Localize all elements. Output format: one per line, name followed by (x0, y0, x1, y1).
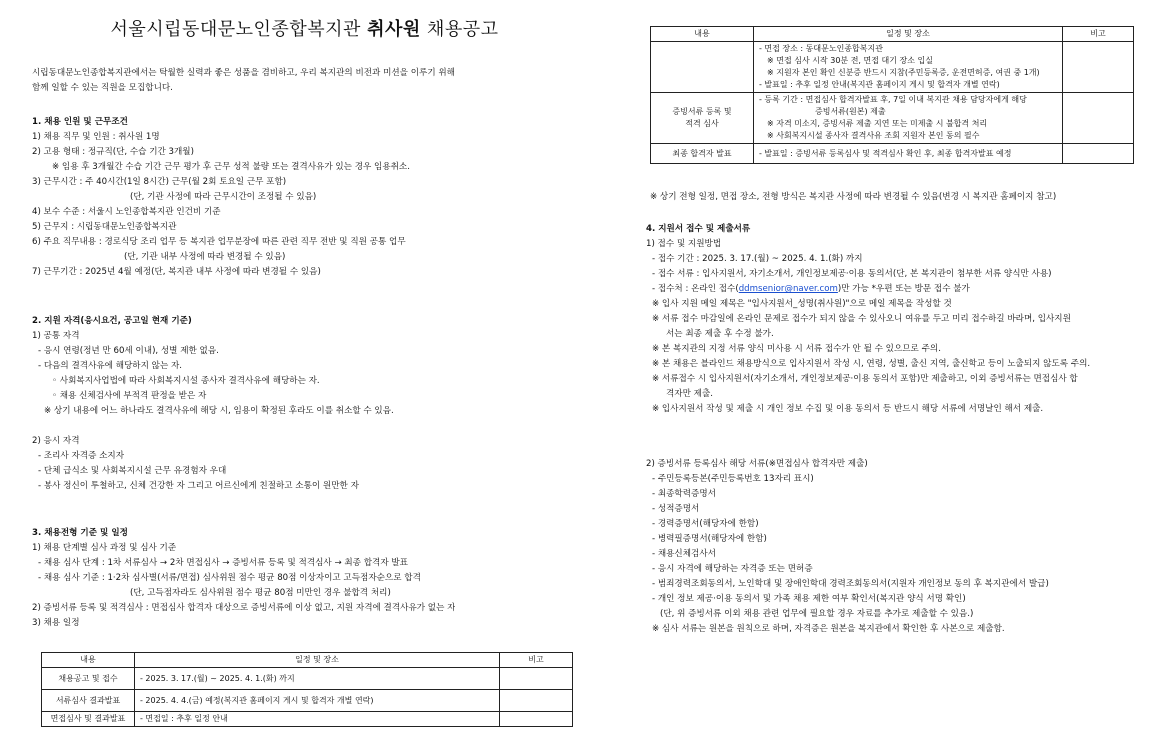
schedule-table-left (41, 652, 573, 727)
table-cell (1063, 93, 1134, 144)
s1-line: 6) 주요 직무내용 : 경로식당 조리 업무 등 복지관 업무분장에 따른 관련 직무 전반 및 직원 공통 업무 (32, 237, 406, 247)
table-header: 비고 (500, 653, 573, 668)
table-cell (1063, 42, 1134, 93)
s2-line: - 다음의 결격사유에 해당하지 않는 자. (38, 361, 183, 371)
list-item: - 범죄경력조회동의서, 노인학대 및 장애인학대 경력조회동의서(지원자 개인정보 동의 후 복지관에서 발급) (652, 579, 1049, 589)
s3-line: 2) 증빙서류 등록 및 적격심사 : 면접심사 합격자 대상으로 증빙서류에 이상 없고, 지원 자격에 결격사유가 없는 자 (32, 603, 456, 613)
s1-line: 3) 근무시간 : 주 40시간(1일 8시간) 근무(월 2회 토요일 근무 포함) (32, 177, 287, 187)
s3-line: - 채용 심사 단계 : 1차 서류심사 → 2차 면접심사 → 증빙서류 등록 및 적격심사 → 최종 합격자 발표 (38, 558, 408, 568)
s3-line: 1) 채용 단계별 심사 과정 및 심사 기준 (32, 543, 177, 553)
page-title (32, 18, 577, 42)
s1-line: 1) 채용 직무 및 인원 : 취사원 1명 (32, 132, 160, 142)
s2-line: - 단체 급식소 및 사회복지시설 근무 유경험자 우대 (38, 466, 227, 476)
list-item: - 경력증명서(해당자에 한함) (652, 519, 759, 529)
cell-line: - 발표일 : 추후 일정 안내(복지관 홈페이지 게시 및 합격자 개별 연락) (759, 80, 1000, 89)
list-item: - 주민등록등본(주민등록번호 13자리 표시) (652, 474, 814, 484)
place-post: )만 가능 *우편 또는 방문 접수 불가 (837, 284, 970, 294)
table-row (651, 144, 1134, 164)
table-cell: 최종 합격자 발표 (651, 144, 754, 164)
table-cell (500, 712, 573, 727)
s2-line: ◦ 채용 신체검사에 부적격 판정을 받은 자 (52, 391, 207, 401)
section-1 (32, 115, 410, 280)
s2-line: - 조리사 자격증 소지자 (38, 451, 125, 461)
s1-line: 4) 보수 수준 : 서울시 노인종합복지관 인건비 기준 (32, 207, 221, 217)
s2-line: ◦ 사회복지사업법에 따라 사회복지시설 종사자 결격사유에 해당하는 자. (52, 376, 320, 386)
s4-note: ※ 입사 지원 메일 제목은 "입사지원서_성명(취사원)"으로 메일 제목을 작성할 것 (652, 299, 952, 309)
intro-line: 시립동대문노인종합복지관에서는 탁월한 실력과 좋은 성품을 겸비하고, 우리 복지관의 비전과 미션을 이루기 위해 (32, 68, 455, 78)
table-row (42, 668, 573, 690)
table-cell (651, 42, 754, 93)
s2-line: 1) 공통 자격 (32, 331, 80, 341)
list-item: - 채용신체검사서 (652, 549, 716, 559)
cell-line: 증빙서류(원본) 제출 (815, 107, 886, 116)
table-header-row (651, 27, 1134, 42)
table-cell (651, 93, 754, 144)
table-cell: - 면접일 : 추후 일정 안내 (135, 712, 500, 727)
list-item: - 응시 자격에 해당하는 자격증 또는 면허증 (652, 564, 813, 574)
table-row (651, 42, 1134, 93)
list-item: - 최종학력증명서 (652, 489, 716, 499)
s4-line: - 접수 서류 : 입사지원서, 자기소개서, 개인정보제공·이용 동의서(단, 본 복지관이 첨부한 서류 양식만 사용) (652, 269, 1052, 279)
cell-line: ※ 면접 심사 시작 30분 전, 면접 대기 장소 입실 (767, 56, 933, 65)
s3-line: 3) 채용 일정 (32, 618, 80, 628)
list-item: (단, 위 증빙서류 이외 채용 관련 업무에 필요할 경우 자료를 추가로 제출할 수 있음.) (660, 609, 974, 619)
schedule-note: ※ 상기 전형 일정, 면접 장소, 전형 방식은 복지관 사정에 따라 변경될 수 있음(변경 시 복지관 홈페이지 참고) (650, 192, 1057, 202)
s1-line: 7) 근무기간 : 2025년 4월 예정(단, 복지관 내부 사정에 따라 변경될 수 있음) (32, 267, 321, 277)
s1-line: ※ 임용 후 3개월간 수습 기간 근무 평가 후 근무 성적 불량 또는 결격사유가 있는 경우 임용취소. (52, 162, 410, 172)
cell-label: 증빙서류 등록 및 (672, 107, 732, 116)
s3-line: - 채용 심사 기준 : 1·2차 심사별(서류/면접) 심사위원 점수 평균 80점 이상자이고 고득점자순으로 합격 (38, 573, 421, 583)
s4-note: ※ 본 채용은 블라인드 채용방식으로 입사지원서 작성 시, 연령, 성별, 출신 지역, 출신학교 등이 노출되지 않도록 주의. (652, 359, 1091, 369)
s4-line: 2) 증빙서류 등록심사 해당 서류(※면접심사 합격자만 제출) (646, 459, 868, 469)
table-row (651, 93, 1134, 144)
table-cell (1063, 144, 1134, 164)
table-cell: 서류심사 결과발표 (42, 690, 135, 712)
email-link[interactable]: ddmsenior@naver.com (738, 284, 838, 294)
table-cell (500, 668, 573, 690)
s2-line: 2) 응시 자격 (32, 436, 80, 446)
title-post: 채용공고 (420, 19, 499, 40)
title-pre: 서울시립동대문노인종합복지관 (110, 19, 368, 40)
cell-line: - 등록 기간 : 면접심사 합격자발표 후, 7일 이내 복지관 채용 담당자에게 해당 (759, 95, 1027, 104)
table-header: 내용 (42, 653, 135, 668)
title-bold: 취사원 (367, 19, 421, 40)
table-cell (754, 93, 1063, 144)
table-row (42, 690, 573, 712)
cell-line: ※ 사회복지시설 종사자 결격사유 조회 지원자 본인 동의 필수 (767, 131, 980, 140)
section-heading: 2. 지원 자격(응시요건, 공고일 현재 기준) (32, 316, 192, 326)
s4-note: ※ 본 복지관의 지정 서류 양식 미사용 시 서류 접수가 안 될 수 있으므로 주의. (652, 344, 941, 354)
table-cell: 면접심사 및 결과발표 (42, 712, 135, 727)
list-item: - 병력필증명서(해당자에 한함) (652, 534, 767, 544)
s1-line: (단, 기관 사정에 따라 근무시간이 조정될 수 있음) (130, 192, 317, 202)
table-header-row (42, 653, 573, 668)
table-cell: 채용공고 및 접수 (42, 668, 135, 690)
intro (32, 66, 455, 96)
s2-line: ※ 상기 내용에 어느 하나라도 결격사유에 해당 시, 임용이 확정된 후라도 이를 취소할 수 있음. (44, 406, 394, 416)
list-item: ※ 심사 서류는 원본을 원칙으로 하며, 자격증은 원본을 복지관에서 확인한 후 사본으로 제출함. (652, 624, 1005, 634)
table-cell: - 2025. 3. 17.(월) ~ 2025. 4. 1.(화) 까지 (135, 668, 500, 690)
s1-line: (단, 기관 내부 사정에 따라 변경될 수 있음) (124, 252, 286, 262)
schedule-table-right (650, 26, 1134, 164)
place-pre: - 접수처 : 온라인 접수( (652, 284, 739, 294)
section-4-docs (646, 457, 1138, 637)
table-row (42, 712, 573, 727)
section-3 (32, 526, 455, 631)
s2-line: - 응시 연령(정년 만 60세 이내), 성별 제한 없음. (38, 346, 219, 356)
s4-note: ※ 입사지원서 작성 및 제출 시 개인 정보 수집 및 이용 동의서 등 반드시 해당 서류에 서명날인 해서 제출. (652, 404, 1044, 414)
section-heading: 3. 채용전형 기준 및 일정 (32, 528, 128, 538)
cell-label: 적격 심사 (685, 119, 719, 128)
spacer (32, 419, 394, 434)
s4-line (646, 282, 1138, 297)
s4-line: - 접수 기간 : 2025. 3. 17.(월) ~ 2025. 4. 1.(화) 까지 (652, 254, 863, 264)
s4-note: 격자만 제출. (666, 389, 713, 399)
section-heading: 1. 채용 인원 및 근무조건 (32, 117, 128, 127)
table-header: 일정 및 장소 (135, 653, 500, 668)
table-cell: - 2025. 4. 4.(금) 예정(복지관 홈페이지 게시 및 합격자 개별 연락) (135, 690, 500, 712)
s1-line: 5) 근무지 : 시립동대문노인종합복지관 (32, 222, 177, 232)
s1-line: 2) 고용 형태 : 정규직(단, 수습 기간 3개월) (32, 147, 194, 157)
table-cell (754, 42, 1063, 93)
intro-line: 함께 일할 수 있는 직원을 모집합니다. (32, 83, 173, 93)
list-item: - 개인 정보 제공·이용 동의서 및 가족 채용 제한 여부 확인서(복지관 양식 서명 확인) (652, 594, 966, 604)
s3-line: (단, 고득점자라도 심사위원 점수 평균 80점 미만인 경우 불합격 처리) (130, 588, 391, 598)
table-cell (500, 690, 573, 712)
table-cell: - 발표일 : 증빙서류 등록심사 및 적격심사 확인 후, 최종 합격자발표 예정 (754, 144, 1063, 164)
s2-line: - 봉사 정신이 투철하고, 신체 건강한 자 그리고 어르신에게 친절하고 소통이 원만한 자 (38, 481, 359, 491)
section-4 (646, 222, 1138, 417)
table-header: 비고 (1063, 27, 1134, 42)
cell-line: ※ 자격 미소지, 증빙서류 제출 지연 또는 미제출 시 불합격 처리 (767, 119, 988, 128)
s4-note: ※ 서류접수 시 입사지원서(자기소개서, 개인정보제공·이용 동의서 포함)만 제출하고, 이외 증빙서류는 면접심사 합 (652, 374, 1078, 384)
table-header: 일정 및 장소 (754, 27, 1063, 42)
s4-line: 1) 접수 및 지원방법 (646, 239, 722, 249)
list-item: - 성적증명서 (652, 504, 700, 514)
s4-note: ※ 서류 접수 마감일에 온라인 문제로 접수가 되지 않을 수 있사오니 여유를 두고 미리 접수하길 바라며, 입사지원 (652, 314, 1071, 324)
table-header: 내용 (651, 27, 754, 42)
cell-line: - 면접 장소 : 동대문노인종합복지관 (759, 44, 883, 53)
section-2 (32, 314, 394, 494)
cell-line: ※ 지원자 본인 확인 신분증 반드시 지참(주민등록증, 운전면허증, 여권 중 1개) (767, 68, 1040, 77)
section-heading: 4. 지원서 접수 및 제출서류 (646, 224, 751, 234)
s4-note: 서는 최종 제출 후 수정 불가. (666, 329, 774, 339)
